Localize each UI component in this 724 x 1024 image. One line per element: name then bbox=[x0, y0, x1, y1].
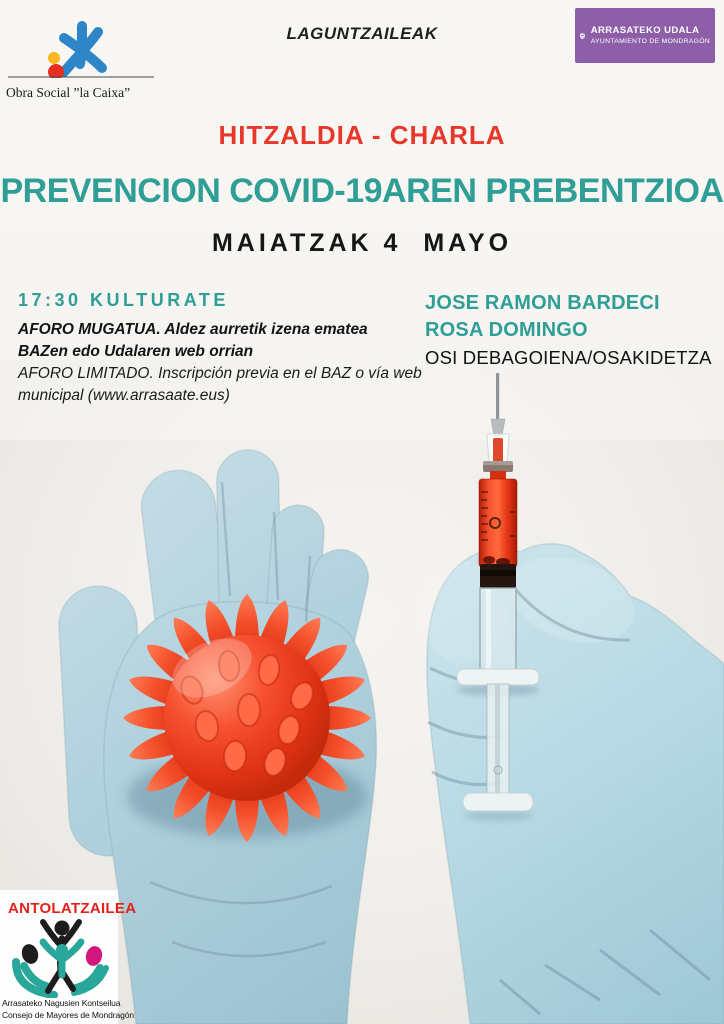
barrel-clear-highlight bbox=[486, 589, 491, 677]
supporters-label: LAGUNTZAILEAK bbox=[286, 24, 438, 43]
udala-name-eu: ARRASATEKO UDALA bbox=[590, 25, 700, 36]
event-title: PREVENCION COVID-19AREN PREBENTZIOA bbox=[0, 172, 724, 210]
speaker-name-1: JOSE RAMON BARDECI bbox=[425, 292, 660, 314]
organizer-name-eu: Arrasateko Nagusien Kontseilua bbox=[2, 998, 121, 1008]
hub-collar-highlight bbox=[483, 461, 513, 465]
udala-shield-icon bbox=[580, 12, 585, 60]
speakers-block bbox=[425, 290, 712, 371]
organizer-label: ANTOLATZAILEA bbox=[8, 900, 137, 917]
organizer-people-icon bbox=[10, 918, 114, 998]
plunger-rod-rib bbox=[495, 684, 500, 796]
organizer-names bbox=[2, 998, 162, 1021]
event-date: MAIATZAK 4 MAYO bbox=[211, 229, 513, 257]
stopper-band bbox=[480, 570, 516, 576]
liquid-sediment bbox=[483, 556, 495, 564]
capacity-note-eu-line1: AFORO MUGATUA. Aldez aurretik izena ematea bbox=[18, 321, 368, 338]
speaker-name-2: ROSA DOMINGO bbox=[425, 319, 588, 341]
lacaixa-star-icon bbox=[6, 12, 156, 78]
event-time-venue: 17:30 KULTURATE bbox=[18, 290, 229, 310]
barrel-clear bbox=[480, 588, 516, 678]
capacity-note-es-line1: AFORO LIMITADO. Inscripción previa en el BAZ o vía web bbox=[18, 365, 422, 382]
hub-red-core bbox=[493, 438, 503, 464]
event-details bbox=[18, 290, 423, 407]
udala-name-es: AYUNTAMIENTO DE MONDRAGÓN bbox=[590, 38, 710, 45]
lacaixa-logo-text: Obra Social ”la Caixa” bbox=[6, 85, 131, 100]
finger-flange bbox=[457, 669, 539, 685]
udala-logo bbox=[575, 8, 715, 63]
capacity-note-eu-line2: BAZen edo Udalaren web orrian bbox=[18, 343, 254, 360]
plunger-thumb-rest bbox=[463, 793, 533, 811]
event-kicker: HITZALDIA - CHARLA bbox=[218, 120, 506, 150]
organizer-name-es: Consejo de Mayores de Mondragón bbox=[2, 1009, 135, 1020]
capacity-note-es-line2: municipal (www.arrasaate.eus) bbox=[18, 387, 230, 404]
needle-icon bbox=[496, 373, 499, 421]
speaker-organization: OSI DEBAGOIENA/OSAKIDETZA bbox=[425, 347, 712, 368]
udala-logo-text bbox=[591, 25, 710, 46]
thumb-rest-shadow bbox=[464, 811, 532, 821]
